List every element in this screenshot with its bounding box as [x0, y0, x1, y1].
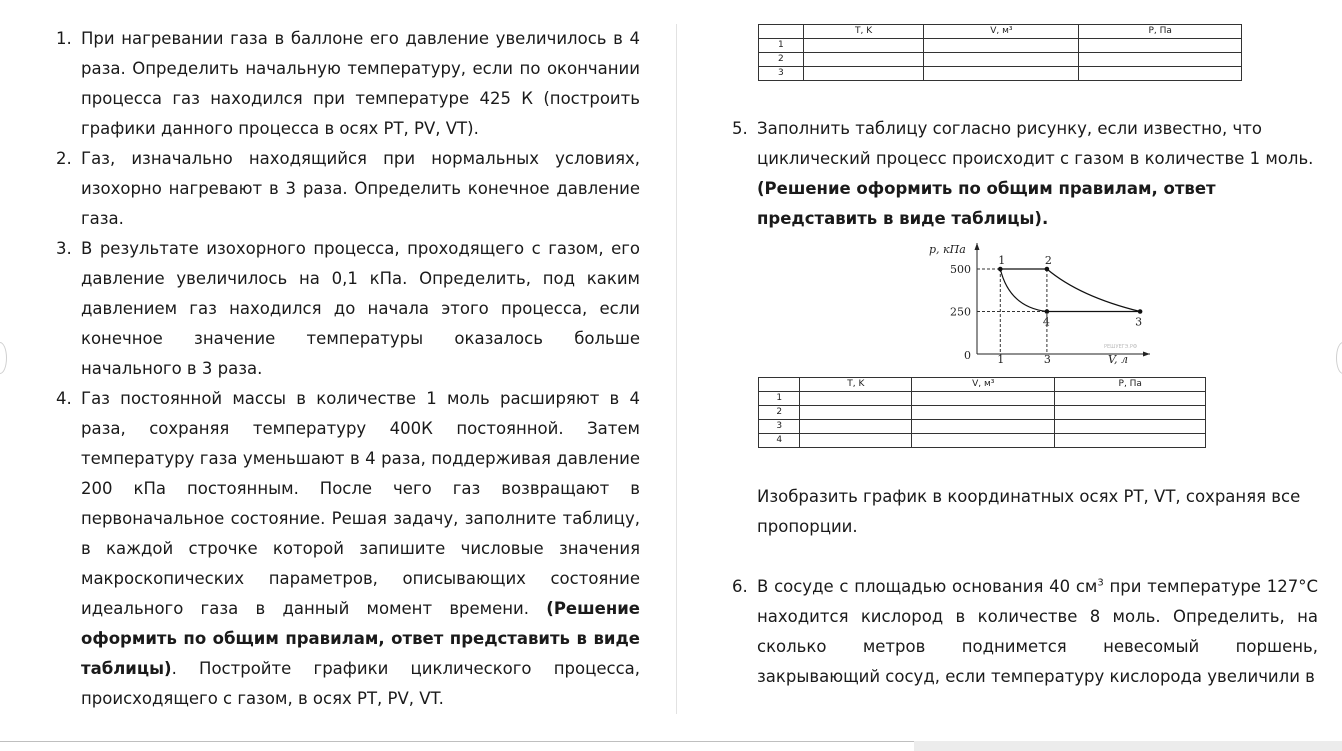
problem-6: [732, 572, 1318, 692]
x-tick-3: 3: [1043, 353, 1051, 366]
problem-1-number: 1.: [56, 29, 72, 48]
point-label-4: 4: [1042, 315, 1050, 329]
problem-5-after-text: Изобразить график в координатных осях PT, VT, сохраняя все пропорции.: [757, 487, 1301, 536]
problem-6-sup: 3: [1097, 577, 1104, 589]
point-1: [998, 267, 1003, 272]
table-cell: [803, 39, 924, 53]
problem-3-text: В результате изохорного процесса, проходящего с газом, его давление увеличилось на 0,1 кПа. Определить, под каким давлением газ находился до начала этого процесса, если конечное значение температуры оказалось больше начального в 3 раза.: [81, 239, 640, 378]
problem-5-body: [732, 114, 1318, 234]
y-axis-arrow: [975, 243, 980, 250]
watermark-text: РЕШУЕГЭ.РФ: [1104, 344, 1138, 350]
x-tick-1: 1: [997, 353, 1005, 366]
point-2: [1045, 267, 1050, 272]
origin-label: 0: [964, 349, 971, 362]
table5-header-v: V, м³: [912, 378, 1055, 392]
pv-diagram: [928, 240, 1158, 370]
point-3: [1138, 309, 1143, 314]
table-row: [759, 392, 1206, 406]
problem-4-bold: (Решение оформить по общим правилам, ответ представить в виде таблицы): [81, 599, 640, 678]
table-row: [759, 420, 1206, 434]
problem-3: [56, 234, 640, 384]
page-bottom-gutter: [914, 741, 1342, 751]
table-cell: [1055, 434, 1206, 448]
table4-row-label: 3: [759, 67, 804, 81]
table-cell: [800, 406, 912, 420]
table4-header-p: P, Па: [1079, 25, 1242, 39]
table-cell: [1079, 67, 1242, 81]
table5-row-label: 1: [759, 392, 800, 406]
problem-4: [56, 384, 640, 714]
page-bottom-edge: [0, 741, 914, 742]
table-cell: [924, 67, 1079, 81]
table-cell: [1055, 392, 1206, 406]
table-cell: [800, 392, 912, 406]
table-cell: [1055, 420, 1206, 434]
table4-header-v: V, м³: [924, 25, 1079, 39]
problem-6-text-end: при температуре 127°С находится кислород в количестве 8 моль. Определить, на сколько метров поднимется невесомый поршень, закрывающий сосуд, если температуру кислорода увеличили в: [757, 577, 1318, 686]
problem-3-number: 3.: [56, 239, 72, 258]
problem-5-text: Заполнить таблицу согласно рисунку, если известно, что циклический процесс происходит с газом в количестве 1 моль.: [757, 119, 1314, 168]
segment-4-1: [1000, 269, 1047, 312]
problem-6-number: 6.: [732, 577, 748, 596]
table5-header-p: P, Па: [1055, 378, 1206, 392]
table-cell: [912, 406, 1055, 420]
left-column: [56, 24, 640, 714]
problem-5-bold: (Решение оформить по общим правилам, ответ представить в виде таблицы).: [757, 179, 1216, 228]
table-cell: [803, 67, 924, 81]
problem-4-number: 4.: [56, 389, 72, 408]
table4-row-label: 1: [759, 39, 804, 53]
table-cell: [912, 392, 1055, 406]
table4-header-t: T, K: [803, 25, 924, 39]
table4-row-label: 2: [759, 53, 804, 67]
table-cell: [803, 53, 924, 67]
y-tick-250: 250: [950, 305, 971, 319]
table4-header-blank: [759, 25, 804, 39]
point-label-2: 2: [1044, 254, 1052, 267]
table5-row-label: 3: [759, 420, 800, 434]
y-axis-label: p, кПа: [929, 243, 966, 256]
table-cell: [1055, 406, 1206, 420]
table5-header-blank: [759, 378, 800, 392]
problem-2-number: 2.: [56, 149, 72, 168]
problem-4-sep: .: [523, 599, 547, 618]
point-4: [1045, 309, 1050, 314]
right-edge-marker: [1336, 342, 1342, 374]
problem-4-text: Газ постоянной массы в количестве 1 моль расширяют в 4 раза, сохраняя температуру 400К постоянной. Затем температуру газа уменьшают в 4 раза, поддерживая давление 200 кПа постоянным. После чего газ возвращают в первоначальное состояние. Решая задачу, заполните таблицу, в каждой строчке которой запишите числовые значения макроскопических параметров, описывающих состояние идеального газа в данный момент времени: [81, 389, 640, 618]
problem-2: [56, 144, 640, 234]
problem-5-table: [758, 377, 1206, 448]
table5-row-label: 2: [759, 406, 800, 420]
table-cell: [800, 434, 912, 448]
problem-5-after: [732, 482, 1318, 542]
problem-5-after-body: [732, 482, 1318, 542]
x-axis-arrow: [1143, 352, 1150, 357]
problem-5: [732, 114, 1318, 234]
problem-4-text-end: . Постройте графики циклического процесса, происходящего с газом, в осях PT, PV, VT.: [81, 659, 640, 708]
problem-4-table: [758, 24, 1242, 81]
table5-header-t: T, K: [800, 378, 912, 392]
point-label-3: 3: [1135, 315, 1143, 329]
problem-1-text: При нагревании газа в баллоне его давление увеличилось в 4 раза. Определить начальную температуру, если по окончании процесса газ находился при температуре 425 К (построить графики данного процесса в осях PT, PV, VT).: [81, 29, 640, 138]
table-cell: [912, 434, 1055, 448]
table-row: [759, 67, 1242, 81]
table-row: [759, 39, 1242, 53]
column-divider: [676, 24, 677, 714]
problem-6-body: [732, 572, 1318, 692]
table-row: [759, 53, 1242, 67]
table-cell: [1079, 39, 1242, 53]
table-cell: [912, 420, 1055, 434]
problem-5-number: 5.: [732, 119, 748, 138]
table-cell: [924, 39, 1079, 53]
x-axis-label: V, л: [1108, 353, 1129, 366]
table-row: [759, 406, 1206, 420]
segment-2-3: [1047, 269, 1140, 312]
table-row: [759, 434, 1206, 448]
point-label-1: 1: [998, 254, 1006, 267]
table-cell: [924, 53, 1079, 67]
left-edge-marker: [0, 342, 7, 374]
y-tick-500: 500: [950, 263, 971, 276]
table-cell: [1079, 53, 1242, 67]
table5-row-label: 4: [759, 434, 800, 448]
problem-1: [56, 24, 640, 144]
problem-6-text: В сосуде с площадью основания 40 см: [757, 577, 1098, 596]
table-cell: [800, 420, 912, 434]
problem-2-text: Газ, изначально находящийся при нормальных условиях, изохорно нагревают в 3 раза. Определить конечное давление газа.: [81, 149, 640, 228]
